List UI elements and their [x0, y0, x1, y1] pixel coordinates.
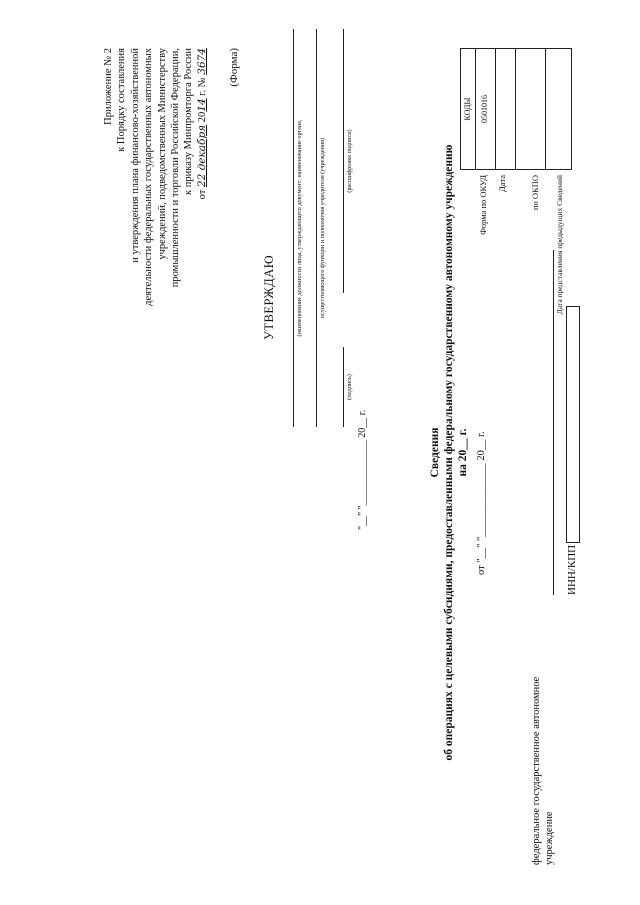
title-line1: Сведения: [429, 427, 441, 478]
appendix-date: от 22 декабря 2014 г. № 3674: [195, 48, 208, 200]
date-from: от "__" "______________ 20__ г.: [476, 431, 487, 575]
codes-table: [460, 48, 572, 170]
caption-decoding: (расшифровка подписи): [346, 129, 353, 193]
handwritten-order-number: 3674: [195, 48, 208, 75]
date-label: Дата: [497, 175, 507, 192]
appendix-line: учреждений, подведомственных Министерству: [156, 48, 168, 260]
okud-label: Форма по ОКУД: [478, 175, 488, 235]
appendix-line: деятельности федеральных государственных автономных: [143, 48, 155, 306]
prev-date-cell[interactable]: [545, 49, 571, 169]
form-label: (Форма): [228, 48, 240, 87]
approve-date: "__" "_____________ 20__ г.: [357, 409, 368, 530]
title-line3: на 20__ г.: [457, 428, 469, 477]
appendix-line: Приложение № 2: [103, 48, 114, 125]
appendix-line: к Порядку составления: [116, 48, 128, 152]
date-cell[interactable]: [495, 49, 516, 169]
body-line: [316, 29, 317, 427]
okpo-label: по ОКПО: [530, 175, 540, 211]
institution-label: федеральное государственное автономное учреждение: [531, 676, 555, 865]
okpo-cell[interactable]: [515, 49, 546, 169]
okud-value: 0501016: [475, 49, 496, 169]
inn-label: ИНН/КПП: [566, 544, 578, 595]
handwritten-date: 22 декабря: [195, 124, 208, 188]
appendix-block: [102, 48, 209, 306]
caption-signature: (подпись): [346, 374, 353, 400]
position-line: [293, 29, 294, 427]
caption-body: осуществляющего функции и полномочия учредителя (учреждения): [319, 137, 326, 319]
appendix-line: промышленности и торговли Российской Федерации,: [170, 48, 182, 288]
inn-kpp-field[interactable]: [566, 306, 580, 543]
signature-line: [343, 347, 344, 427]
institution-line: [553, 250, 554, 595]
prev-date-label: Дата представления предыдущих Сведений: [555, 175, 564, 315]
codes-header: КОДЫ: [461, 49, 476, 169]
decoding-line: [343, 29, 344, 293]
appendix-line: и утверждения плана финансово-хозяйственной: [129, 48, 141, 263]
appendix-line: к приказу Минпромторга России: [183, 48, 195, 195]
caption-position: (наименование должности лица, утверждающего документ; наименование органа,: [296, 119, 303, 337]
handwritten-year: 14: [195, 98, 208, 112]
title-line2: об операциях с целевыми субсидиями, предоставленными федеральному государственному автономному учреждению: [443, 144, 455, 761]
approve-title: УТВЕРЖДАЮ: [262, 254, 276, 340]
